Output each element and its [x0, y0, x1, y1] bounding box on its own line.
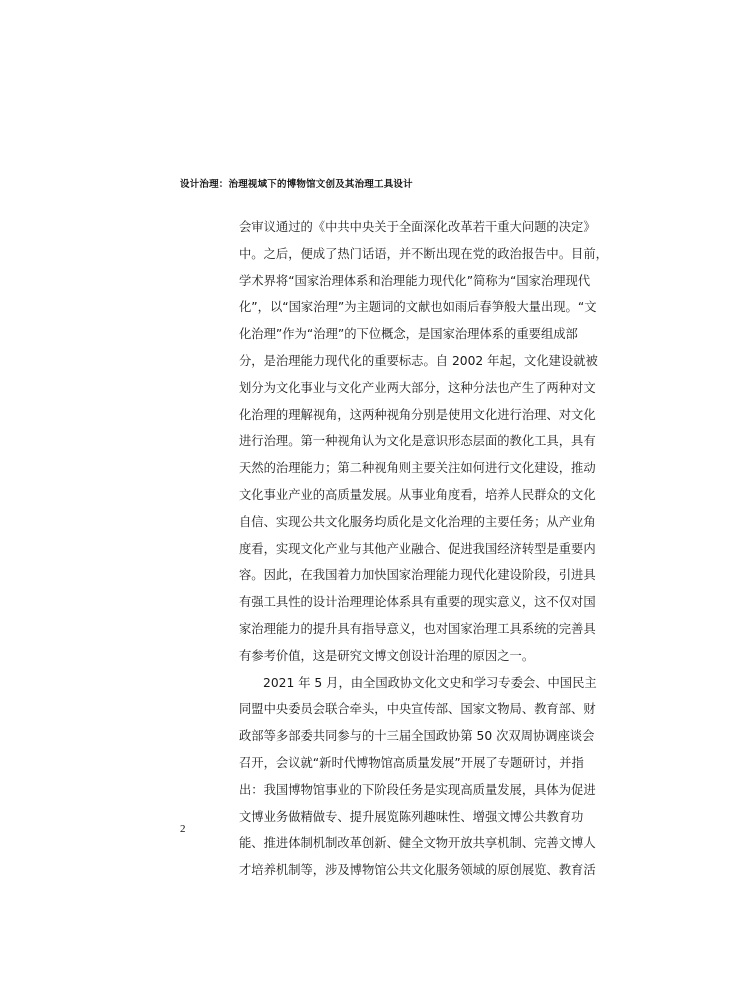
body-text [239, 214, 608, 884]
text-line: 进行治理。第一种视角认为文化是意识形态层面的教化工具，具有 [239, 434, 596, 449]
paragraph-first-line: 2021 年 5 月，由全国政协文化文史和学习专委会、中国民主 [263, 675, 597, 690]
text-line: 学术界将“国家治理体系和治理能力现代化”简称为“国家治理现代 [239, 273, 591, 288]
text-line: 会审议通过的《中共中央关于全面深化改革若干重大问题的决定》 [239, 220, 596, 234]
text-line: 容。因此，在我国着力加快国家治理能力现代化建设阶段，引进具 [239, 568, 596, 583]
text-line: 能、推进体制机制改革创新、健全文物开放共享机制、完善文博人 [239, 836, 596, 851]
text-line: 划分为文化事业与文化产业两大部分，这种分法也产生了两种对文 [239, 380, 596, 395]
text-line: 政部等多部委共同参与的十三届全国政协第 50 次双周协调座谈会 [239, 729, 595, 744]
text-line: 自信、实现公共文化服务均质化是文化治理的主要任务；从产业角 [239, 514, 596, 529]
text-line: 有强工具性的设计治理理论体系具有重要的现实意义，这不仅对国 [239, 595, 596, 610]
text-line: 文化事业产业的高质量发展。从事业角度看，培养人民群众的文化 [239, 487, 596, 502]
text-line: 分，是治理能力现代化的重要标志。自 2002 年起，文化建设就被 [239, 353, 598, 368]
text-line: 中。之后，便成了热门话语，并不断出现在党的政治报告中。目前， [239, 246, 608, 261]
text-line: 化”，以“国家治理”为主题词的文献也如雨后春笋般大量出现。“文 [239, 300, 597, 315]
text-line: 出：我国博物馆事业的下阶段任务是实现高质量发展，具体为促进 [239, 782, 596, 797]
text-line: 天然的治理能力；第二种视角则主要关注如何进行文化建设，推动 [239, 461, 596, 476]
text-line: 召开，会议就“新时代博物馆高质量发展”开展了专题研讨，并指 [239, 755, 584, 770]
text-line: 同盟中央委员会联合牵头，中央宣传部、国家文物局、教育部、财 [239, 702, 596, 717]
text-line: 文博业务做精做专、提升展览陈列趣味性、增强文博公共教育功 [239, 809, 584, 824]
text-line: 家治理能力的提升具有指导意义，也对国家治理工具系统的完善具 [239, 621, 596, 636]
text-line: 才培养机制等，涉及博物馆公共文化服务领域的原创展览、教育活 [239, 863, 596, 878]
text-line: 度看，实现文化产业与其他产业融合、促进我国经济转型是重要内 [239, 541, 596, 556]
text-line: 化治理的理解视角，这两种视角分别是使用文化进行治理、对文化 [239, 407, 596, 422]
running-header: 设计治理：治理视域下的博物馆文创及其治理工具设计 [180, 179, 413, 190]
page-number: 2 [180, 823, 186, 835]
text-line: 有参考价值，这是研究文博文创设计治理的原因之一。 [239, 648, 535, 663]
text-line: 化治理”作为“治理”的下位概念，是国家治理体系的重要组成部 [239, 327, 578, 342]
